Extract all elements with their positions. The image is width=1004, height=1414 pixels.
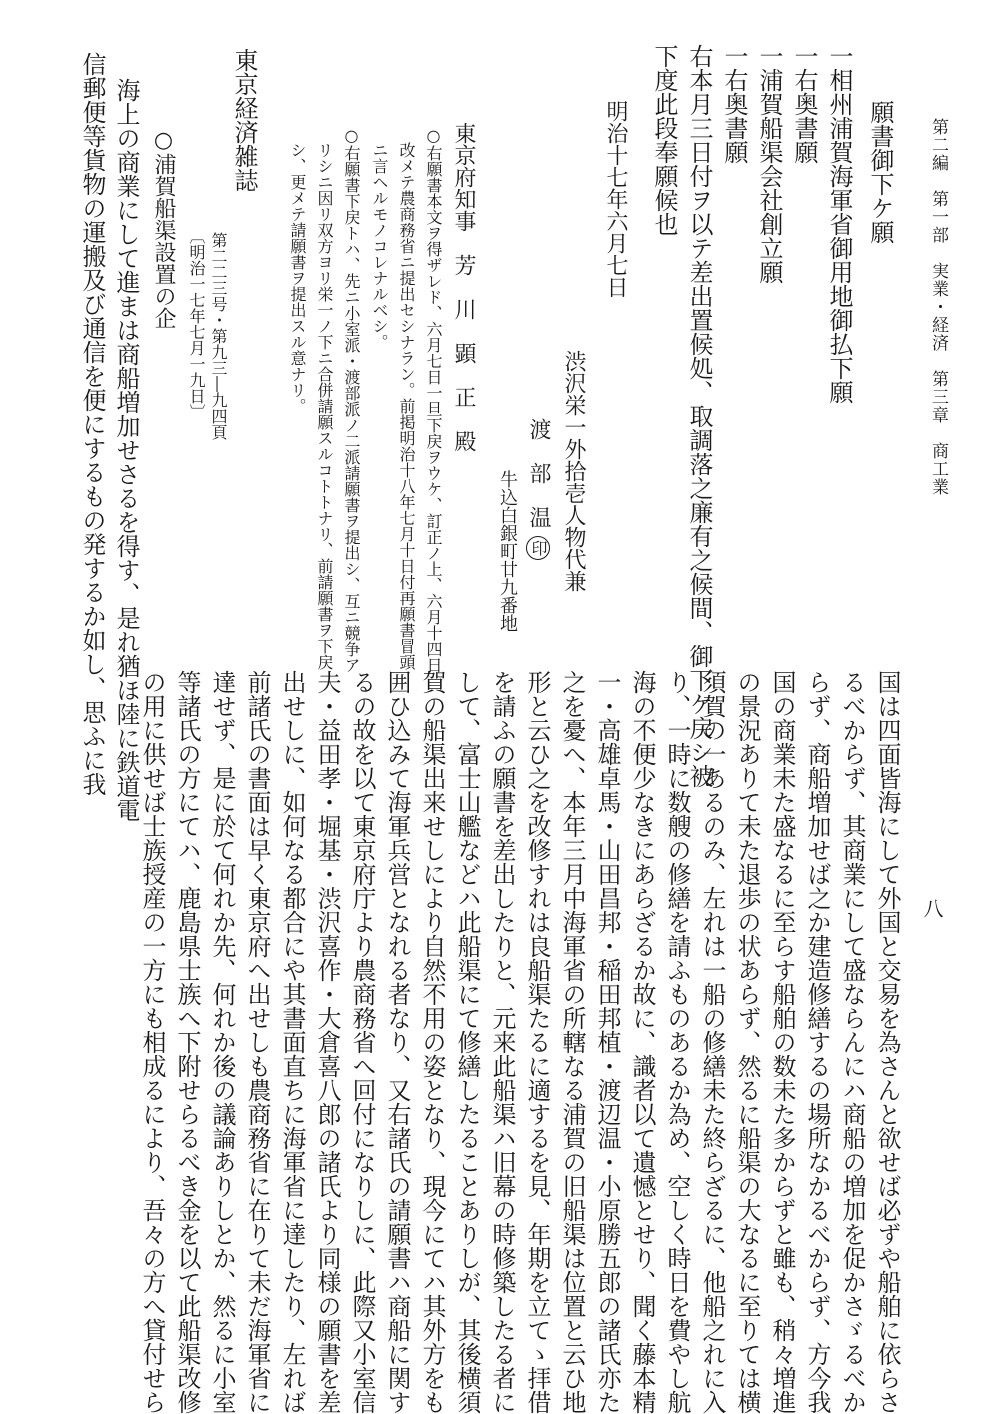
article-line: を請ふの願書を差出したりと、元来此船渠ハ旧幕の時修築したる者に — [488, 670, 516, 1414]
signer-name: 渡 部 温 — [526, 418, 551, 528]
article-line: るの故を以て東京府庁より農商務省へ回付になりしに、此際又小室信 — [348, 670, 376, 1414]
article-line: 一・高雄卓馬・山田昌邦・稲田邦植・渡辺温・小原勝五郎の諸氏亦た — [593, 670, 621, 1414]
article-line: 形と云ひ之を改修すれは良船渠たるに適するを見、年期を立てゝ拝借 — [523, 670, 551, 1414]
page-number: 八 — [920, 898, 944, 918]
editorial-note-line: ニ言ヘルモノコレナルベシ。 — [370, 142, 389, 350]
article-line: 賀の船渠出来せしにより自然不用の姿となり、現今にてハ其外方をも — [418, 670, 446, 1414]
addressee: 東京府知事 芳 川 顕 正 殿 — [451, 122, 476, 452]
article-line: の景況ありて未た退歩の状あらず、然るに船渠の大なるに至りては横 — [733, 670, 761, 1414]
applicant-line: 渋沢栄一外拾壱人物代兼 — [561, 350, 586, 592]
seal-stamp: 印 — [526, 536, 550, 560]
article-line: 海上の商業にして進まは商船増加せさるを得す、是れ猶ほ陸に鉄道電 — [112, 78, 140, 822]
petition-item: 一右奥書願 — [720, 44, 748, 164]
running-header: 第二編 第一部 実業・経済 第三章 商工業 — [928, 118, 948, 496]
editorial-note-line: シ、更メテ請願書ヲ提出スル意ナリ。 — [288, 142, 307, 414]
editorial-note-line: 改メテ農商務省ニ提出セシナラン。前掲明治十八年七月十日付再願書冒頭 — [397, 142, 416, 670]
article-line: り、一時に数艘の修繕を請ふものあるか為め、空しく時日を費やし航 — [663, 670, 691, 1414]
petition-item: 一浦賀船渠会社創立願 — [755, 44, 783, 284]
article-line: 国の商業未た盛なるに至らす船舶の数未た多からずと雖も、稍々増進 — [768, 670, 796, 1414]
article-line: して、富士山艦などハ此船渠にて修繕したることありしが、其後横須 — [453, 670, 481, 1414]
article-line: 囲ひ込みて海軍兵営となれる者なり、又右諸氏の請願書ハ商船に関す — [383, 670, 411, 1414]
address: 牛込白銀町廿九番地 — [497, 470, 518, 632]
article-line: の用に供せば士族授産の一方にも相成るにより、吾々の方へ貸付せら — [138, 670, 166, 1414]
article-heading: ○浦賀船渠設置の企 — [151, 128, 176, 329]
petition-heading: 願書御下ケ願 — [866, 100, 894, 244]
editorial-note-line: リシニ因リ双方ヨリ栄一ノ下ニ合併請願スルコトトナリ、前請願書ヲ下戻 — [315, 142, 334, 670]
article-line: 国は四面皆海にして外国と交易を為さんと欲せば必ずや船舶に依らさ — [873, 670, 901, 1414]
source-citation: 第二二三号・第九三―九四頁 — [209, 232, 228, 440]
article-line: るべからず、其商業にして盛ならんにハ商船の増加を促かさゞるべか — [838, 670, 866, 1414]
article-line: 等諸氏の方にてハ、鹿島県士族へ下附せらるべき金を以て此船渠改修 — [173, 670, 201, 1414]
petition-date: 明治十七年六月七日 — [603, 100, 628, 298]
article-line: 之を憂へ、本年三月中海軍省の所轄なる浦賀の旧船渠は位置と云ひ地 — [558, 670, 586, 1414]
petition-body-line: 下度此段奉願候也 — [650, 44, 678, 236]
article-line: 須賀の一あるのみ、左れは一船の修繕未た終らざるに、他船之れに入 — [698, 670, 726, 1414]
editorial-note-line: ○右願書本文ヲ得ザレド、六月七日一旦下戻ヲウケ、訂正ノ上、六月十四日 — [424, 126, 443, 673]
source-citation: 〔明治一七年七月一九日〕 — [187, 228, 206, 420]
article-line: 出せしに、如何なる都合にや其書面直ちに海軍省に達したり、左れば — [278, 670, 306, 1414]
petition-item: 一右奥書願 — [790, 44, 818, 164]
article-line: 海の不便少なきにあらざるか故に、識者以て遺憾とせり、聞く藤本精 — [628, 670, 656, 1414]
article-line: 達せず、是に於て何れか先、何れか後の議論ありしとか、然るに小室 — [208, 670, 236, 1414]
article-line: 前諸氏の書面は早く東京府へ出せしも農商務省に在りて未だ海軍省に — [243, 670, 271, 1414]
petition-item: 一相州浦賀海軍省御用地御払下願 — [825, 44, 853, 404]
article-line: らず、商船増加せば之か建造修繕するの場所なかるべからず、方今我 — [803, 670, 831, 1414]
source-title: 東京経済雑誌 — [230, 48, 258, 192]
petition-body-line: 右本月三日付ヲ以テ差出置候処、取調落之廉有之候間、御下ケ戻シ被 — [685, 44, 713, 788]
article-line: 信郵便等貨物の運搬及び通信を便にするもの発するか如し、思ふに我 — [78, 52, 106, 796]
article-line: 夫・益田孝・堀基・渋沢喜作・大倉喜八郎の諸氏より同様の願書を差 — [313, 670, 341, 1414]
editorial-note-line: ○右願書下戻トハ、先ニ小室派・渡部派ノ二派請願書ヲ提出シ、互ニ競争ア — [342, 126, 361, 673]
